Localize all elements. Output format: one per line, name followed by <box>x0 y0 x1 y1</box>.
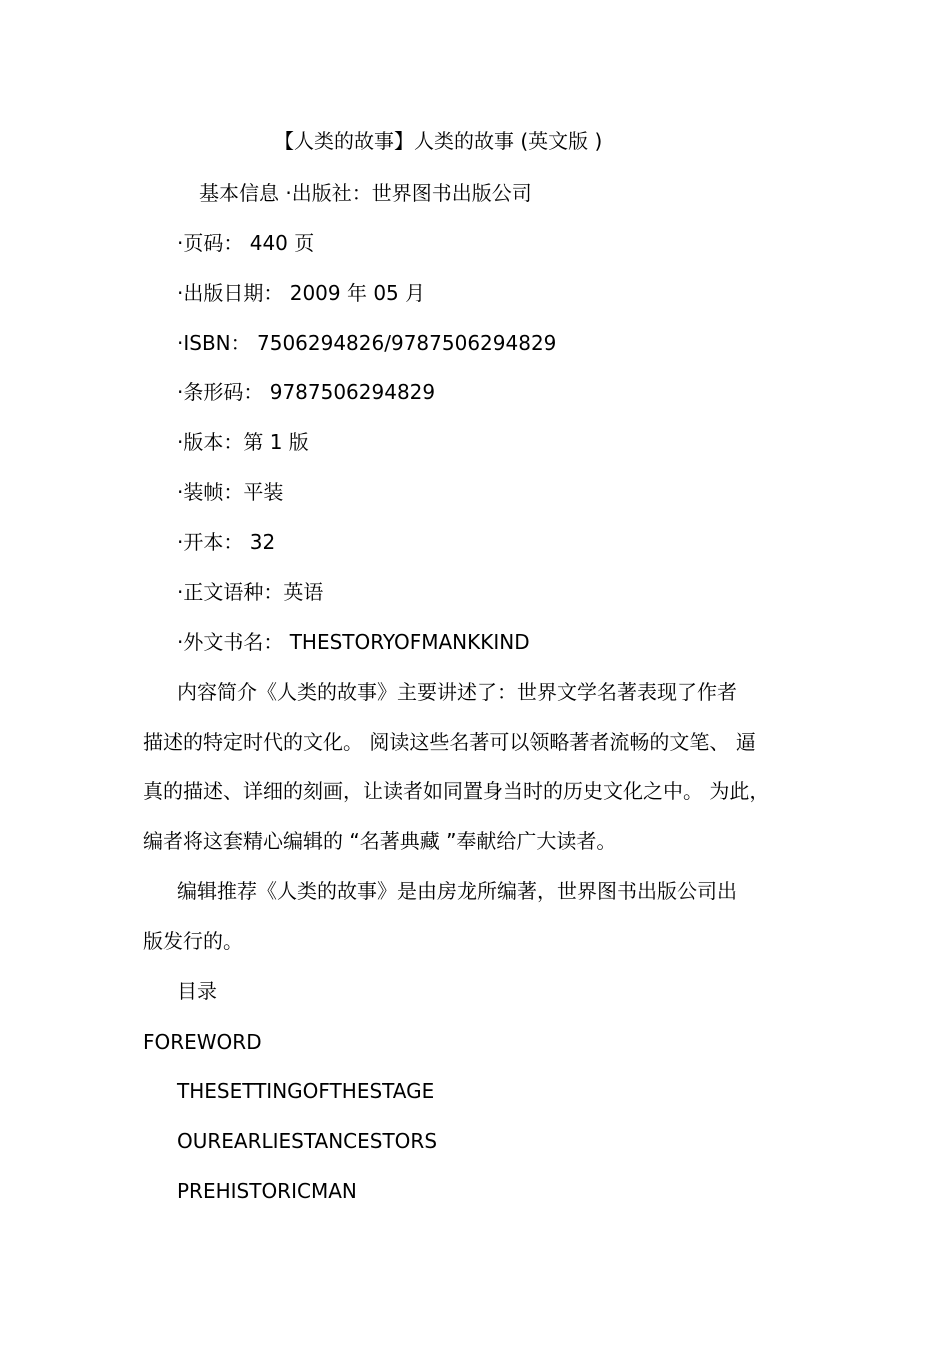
toc-item: OUREARLIESTANCESTORS <box>177 1129 438 1153</box>
field-isbn: ·ISBN： 7506294826/9787506294829 <box>177 331 557 355</box>
document-title: 【人类的故事】人类的故事 (英文版 ) <box>274 129 603 153</box>
field-language: ·正文语种：英语 <box>177 580 324 604</box>
field-format: ·开本： 32 <box>177 530 276 554</box>
field-binding: ·装帧：平装 <box>177 480 284 504</box>
field-barcode: ·条形码： 9787506294829 <box>177 380 436 404</box>
field-publish-date: ·出版日期： 2009 年 05 月 <box>177 281 426 305</box>
intro-line: 内容简介《人类的故事》主要讲述了：世界文学名著表现了作者 <box>177 680 737 704</box>
toc-heading: 目录 <box>177 979 217 1003</box>
recommend-line: 版发行的。 <box>143 929 243 953</box>
toc-item: FOREWORD <box>143 1030 262 1054</box>
toc-item: PREHISTORICMAN <box>177 1179 357 1203</box>
intro-line: 描述的特定时代的文化。 阅读这些名著可以领略著者流畅的文笔、 逼 <box>143 730 756 754</box>
field-edition: ·版本：第 1 版 <box>177 430 309 454</box>
intro-line: 编者将这套精心编辑的 “名著典藏 ”奉献给广大读者。 <box>143 829 617 853</box>
field-page-count: ·页码： 440 页 <box>177 231 315 255</box>
intro-line: 真的描述、详细的刻画，让读者如同置身当时的历史文化之中。 为此， <box>143 779 770 803</box>
field-foreign-title: ·外文书名： THESTORYOFMANKKIND <box>177 630 530 654</box>
recommend-line: 编辑推荐《人类的故事》是由房龙所编著，世界图书出版公司出 <box>177 879 737 903</box>
basic-info-publisher: 基本信息 ·出版社：世界图书出版公司 <box>199 181 532 205</box>
toc-item: THESETTINGOFTHESTAGE <box>177 1079 435 1103</box>
